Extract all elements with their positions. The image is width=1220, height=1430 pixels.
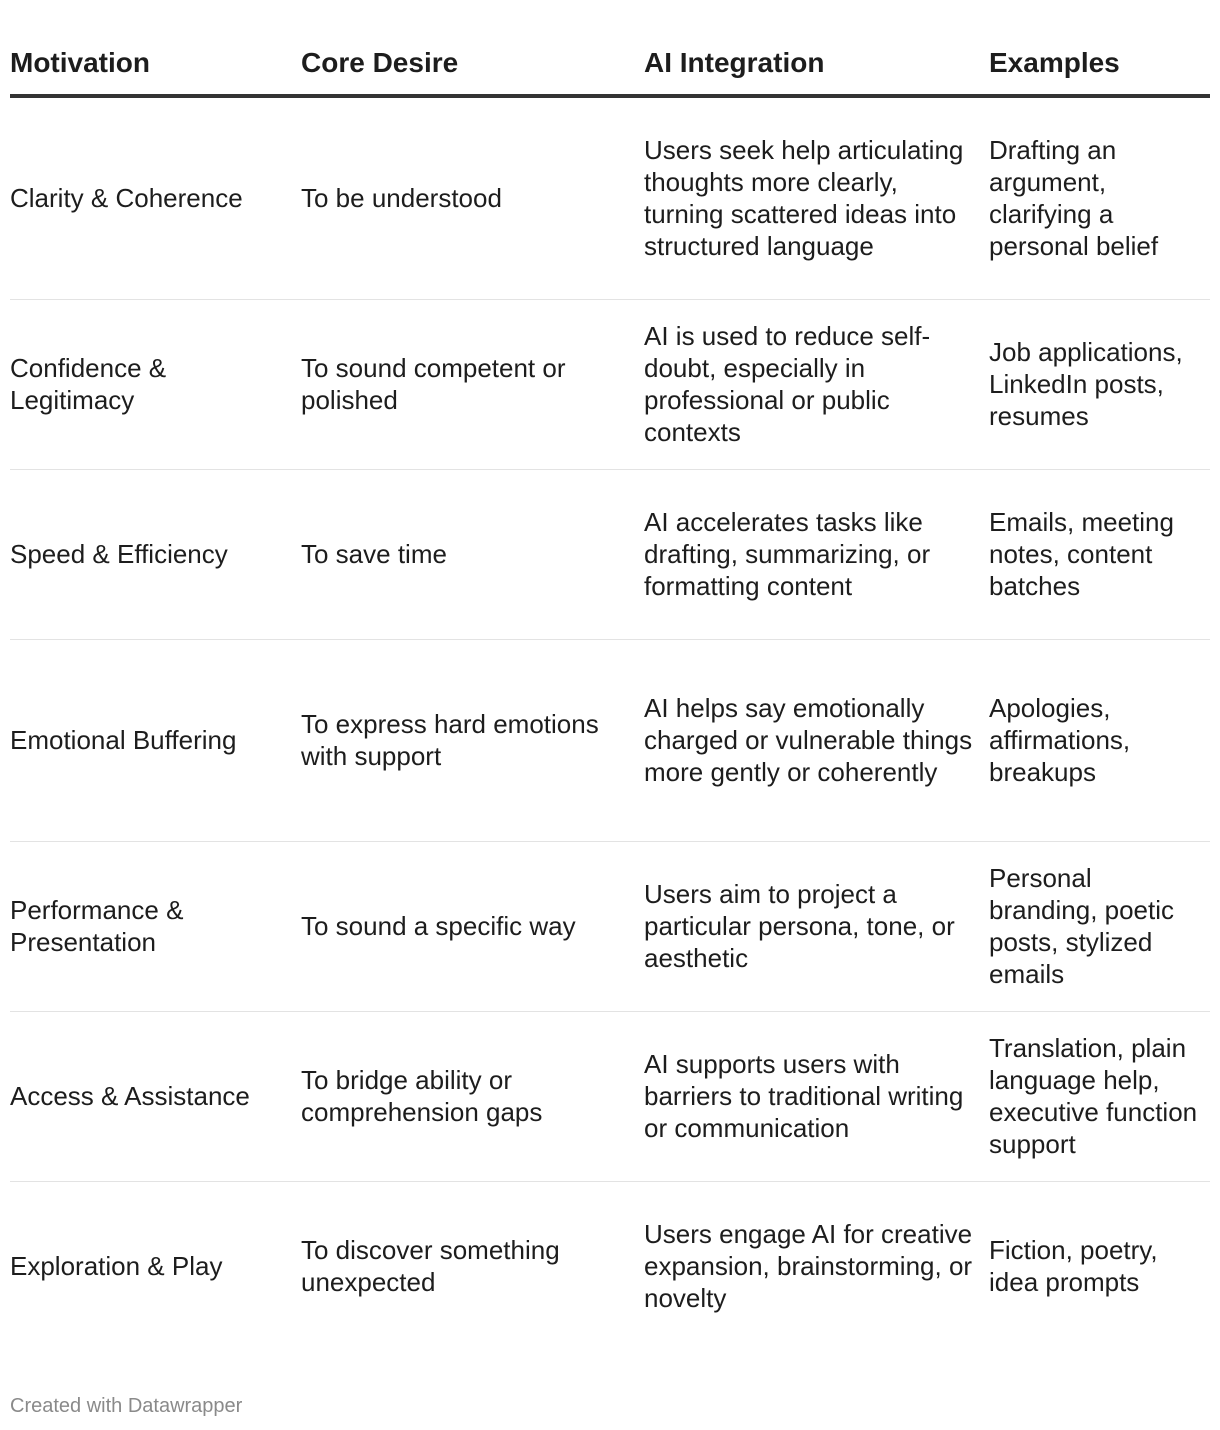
table-row [10, 1011, 1210, 1181]
table-row [10, 299, 1210, 469]
cell-core-desire: To bridge ability or comprehension gaps [301, 1011, 644, 1181]
cell-core-desire: To be understood [301, 96, 644, 299]
cell-ai-integration: Users seek help articulating thoughts more clearly, turning scattered ideas into structured language [644, 96, 989, 299]
header-examples: Examples [989, 30, 1210, 96]
table-row [10, 469, 1210, 639]
cell-ai-integration: Users engage AI for creative expansion, brainstorming, or novelty [644, 1219, 973, 1314]
cell-ai-integration: AI helps say emotionally charged or vulnerable things more gently or coherently [644, 639, 989, 841]
cell-examples: Job applications, LinkedIn posts, resumes [989, 299, 1210, 469]
cell-core-desire: To save time [301, 469, 644, 639]
cell-ai-integration: AI accelerates tasks like drafting, summarizing, or formatting content [644, 469, 989, 639]
cell-ai-integration: AI is used to reduce self-doubt, especially in professional or public contexts [644, 299, 989, 469]
table-row [10, 96, 1210, 299]
header-row [10, 30, 1210, 96]
data-table [10, 30, 1210, 1351]
header-motivation: Motivation [10, 30, 301, 96]
cell-examples: Fiction, poetry, idea prompts [989, 1235, 1158, 1298]
cell-motivation: Speed & Efficiency [10, 469, 301, 639]
cell-motivation: Emotional Buffering [10, 639, 301, 841]
datawrapper-credit[interactable]: Created with Datawrapper [10, 1395, 243, 1417]
cell-core-desire: To discover something unexpected [301, 1235, 560, 1298]
cell-examples: Translation, plain language help, executive function support [989, 1011, 1210, 1181]
table-row [10, 639, 1210, 841]
cell-examples: Drafting an argument, clarifying a personal belief [989, 96, 1210, 299]
cell-motivation: Performance & Presentation [10, 841, 301, 1011]
cell-core-desire: To sound a specific way [301, 841, 644, 1011]
table-row [10, 1181, 1210, 1351]
cell-ai-integration: Users aim to project a particular persona, tone, or aesthetic [644, 841, 989, 1011]
cell-motivation: Confidence & Legitimacy [10, 299, 301, 469]
motivation-table [10, 30, 1210, 1351]
table-row [10, 841, 1210, 1011]
cell-motivation: Clarity & Coherence [10, 96, 301, 299]
cell-core-desire: To express hard emotions with support [301, 639, 644, 841]
cell-core-desire: To sound competent or polished [301, 299, 644, 469]
cell-motivation: Access & Assistance [10, 1011, 301, 1181]
header-core-desire: Core Desire [301, 30, 644, 96]
cell-examples: Emails, meeting notes, content batches [989, 469, 1210, 639]
cell-examples: Personal branding, poetic posts, stylized emails [989, 841, 1210, 1011]
cell-ai-integration: AI supports users with barriers to traditional writing or communication [644, 1011, 989, 1181]
cell-examples: Apologies, affirmations, breakups [989, 639, 1210, 841]
cell-motivation: Exploration & Play [10, 1251, 223, 1282]
header-ai-integration: AI Integration [644, 30, 989, 96]
